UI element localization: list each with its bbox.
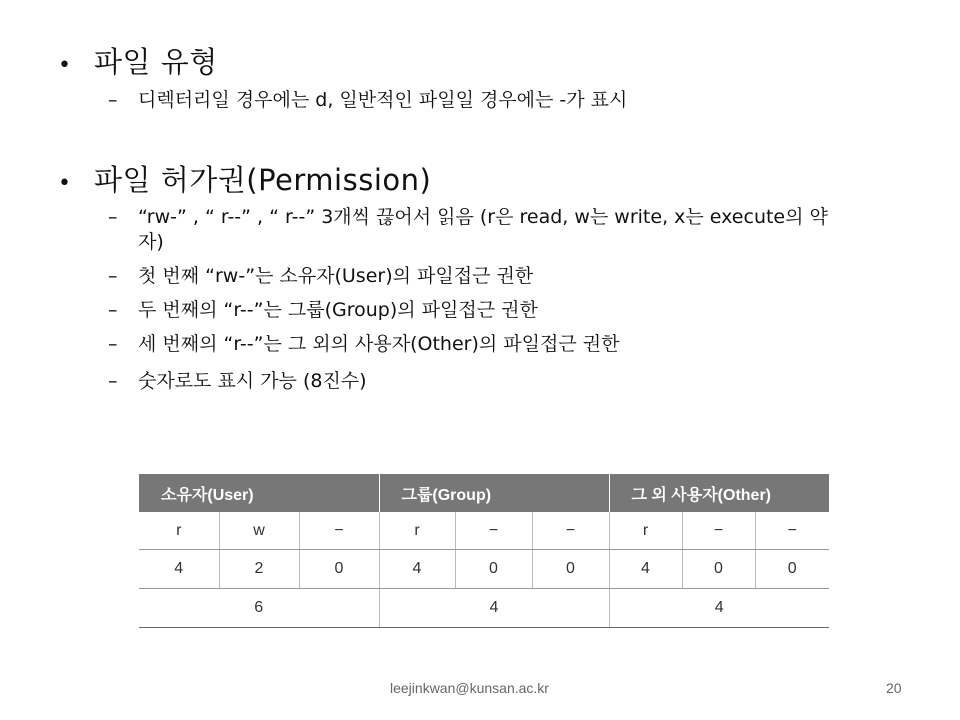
dash: – [108,370,118,392]
table-cell: r [609,512,682,550]
table-cell: r [139,512,219,550]
header-other: 그 외 사용자(Other) [609,474,829,512]
symbol-row [139,512,829,550]
table-cell: − [682,512,755,550]
dash: – [108,333,118,355]
table-cell: 0 [532,550,609,589]
table-cell: − [455,512,532,550]
table-cell: 0 [299,550,379,589]
bullet: • [58,171,71,196]
table-cell: 4 [609,550,682,589]
table-cell: 4 [139,550,219,589]
table-cell: 0 [455,550,532,589]
sub-item-text: 숫자로도 표시 가능 (8진수) [138,370,367,392]
table-cell: − [299,512,379,550]
bit-value-row [139,550,829,589]
table-cell: r [379,512,455,550]
table-cell: 4 [609,589,829,628]
sub-item-text: 세 번째의 “r--”는 그 외의 사용자(Other)의 파일접근 권한 [138,333,620,355]
table-cell: w [219,512,299,550]
header-group: 그룹(Group) [379,474,609,512]
table-cell: 0 [682,550,755,589]
sub-item [108,298,828,323]
sub-item [108,205,828,255]
table-cell: 4 [379,550,455,589]
page-number: 20 [886,680,902,696]
sub-item [108,332,828,357]
bullet: • [58,53,71,78]
table-cell: 0 [755,550,829,589]
section-permission [58,158,431,199]
table-cell: − [755,512,829,550]
table-cell: 2 [219,550,299,589]
sub-item [108,88,828,113]
total-row [139,589,829,628]
dash: – [108,299,118,321]
table-cell: 6 [139,589,379,628]
dash: – [108,206,118,228]
header-row [139,474,829,512]
heading-file-type: 파일 유형 [94,45,218,79]
sub-item-text: “rw-” , “ r--” , “ r--” 3개씩 끊어서 읽음 (r은 read, w는 write, x는 execute의 약자) [138,206,828,253]
sub-item [108,369,828,394]
table-cell: − [532,512,609,550]
sub-item-text: 첫 번째 “rw-”는 소유자(User)의 파일접근 권한 [138,265,534,287]
sub-item [108,264,828,289]
permission-table [139,474,829,628]
heading-permission: 파일 허가권(Permission) [94,163,432,197]
dash: – [108,265,118,287]
header-user: 소유자(User) [139,474,379,512]
footer-email: leejinkwan@kunsan.ac.kr [390,680,549,696]
sub-item-text: 디렉터리일 경우에는 d, 일반적인 파일일 경우에는 -가 표시 [138,89,628,111]
section-file-type [58,40,218,81]
sub-item-text: 두 번째의 “r--”는 그룹(Group)의 파일접근 권한 [138,299,538,321]
table-cell: 4 [379,589,609,628]
dash: – [108,89,118,111]
